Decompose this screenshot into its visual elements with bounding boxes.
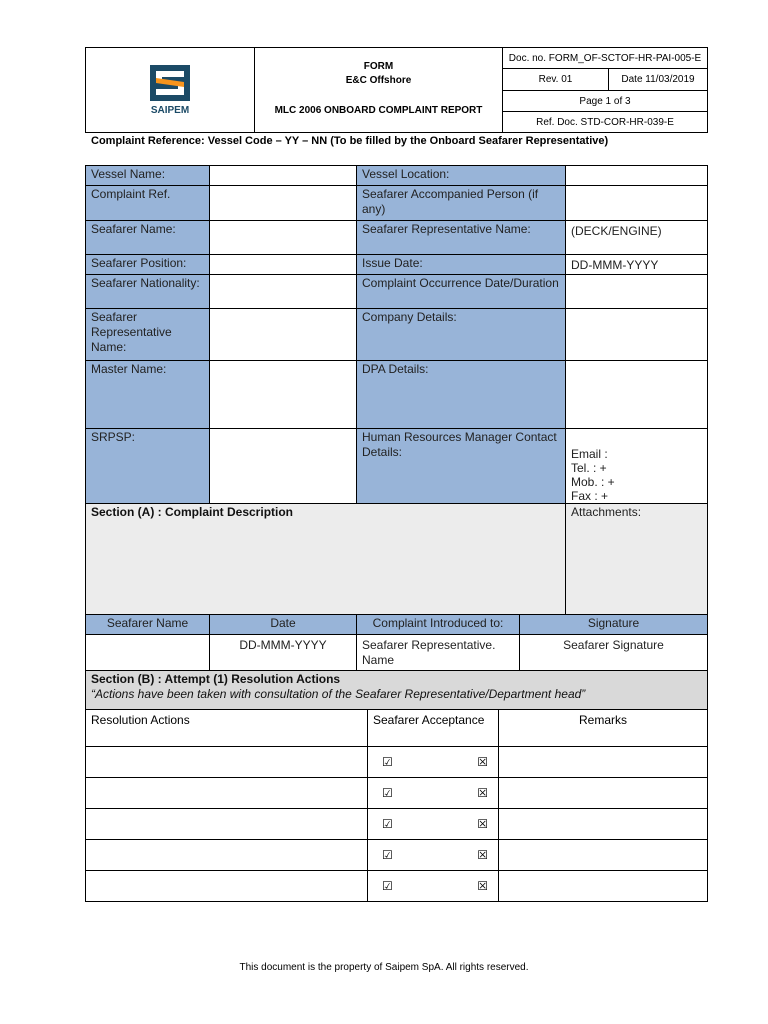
- accept-no-checkbox[interactable]: ☒: [477, 817, 488, 831]
- issue-date-header: Date 11/03/2019: [609, 69, 708, 91]
- vessel-name-label: Vessel Name:: [86, 166, 210, 186]
- complaint-form-table: [85, 165, 708, 671]
- accept-yes-checkbox[interactable]: ☑: [382, 817, 393, 831]
- dpa-details-field[interactable]: [566, 361, 708, 429]
- issue-date-field[interactable]: DD-MMM-YYYY: [566, 255, 708, 275]
- col-seafarer-acceptance: Seafarer Acceptance: [368, 710, 499, 747]
- acceptance-cell: [368, 840, 499, 871]
- seafarer-position-label: Seafarer Position:: [86, 255, 210, 275]
- vessel-location-field[interactable]: [566, 166, 708, 186]
- tel-line: Tel. : +: [571, 461, 607, 475]
- rep-name-field[interactable]: (DECK/ENGINE): [566, 221, 708, 255]
- resolution-action-field[interactable]: [86, 747, 368, 778]
- resolution-row: [86, 871, 708, 902]
- hr-contact-label: Human Resources Manager Contact Details:: [357, 429, 566, 504]
- srpsp-field[interactable]: [210, 429, 357, 504]
- section-b-subtitle: “Actions have been taken with consultation of the Seafarer Representative/Department head”: [91, 687, 586, 701]
- col-seafarer-name: Seafarer Name: [86, 615, 210, 635]
- reference-document: Ref. Doc. STD-COR-HR-039-E: [503, 112, 708, 133]
- introduced-to-field[interactable]: Seafarer Representative. Name: [357, 635, 520, 671]
- hr-contact-field[interactable]: [566, 429, 708, 504]
- signature-field[interactable]: Seafarer Signature: [520, 635, 708, 671]
- section-b-header: [86, 671, 708, 710]
- saipem-logo-icon: [148, 64, 192, 102]
- footer-notice: This document is the property of Saipem SpA. All rights reserved.: [239, 962, 529, 973]
- report-title: MLC 2006 ONBOARD COMPLAINT REPORT: [274, 105, 483, 116]
- master-name-field[interactable]: [210, 361, 357, 429]
- resolution-row: [86, 809, 708, 840]
- remarks-field[interactable]: [499, 809, 708, 840]
- accept-no-checkbox[interactable]: ☒: [477, 879, 488, 893]
- accept-no-checkbox[interactable]: ☒: [477, 786, 488, 800]
- occurrence-field[interactable]: [566, 275, 708, 309]
- col-remarks: Remarks: [499, 710, 708, 747]
- attachments-label: Attachments:: [571, 505, 642, 519]
- seafarer-position-field[interactable]: [210, 255, 357, 275]
- srpsp-label: SRPSP:: [86, 429, 210, 504]
- complaint-ref-field[interactable]: [210, 186, 357, 221]
- date-sign-field[interactable]: DD-MMM-YYYY: [210, 635, 357, 671]
- division-label: E&C Offshore: [345, 75, 412, 86]
- accept-no-checkbox[interactable]: ☒: [477, 848, 488, 862]
- resolution-row: [86, 778, 708, 809]
- accept-yes-checkbox[interactable]: ☑: [382, 786, 393, 800]
- accept-no-checkbox[interactable]: ☒: [477, 755, 488, 769]
- remarks-field[interactable]: [499, 871, 708, 902]
- resolution-row: [86, 747, 708, 778]
- seafarer-name-sign-field[interactable]: [86, 635, 210, 671]
- acceptance-cell: [368, 747, 499, 778]
- company-details-label: Company Details:: [357, 309, 566, 361]
- form-label: FORM: [363, 61, 394, 72]
- vessel-name-field[interactable]: [210, 166, 357, 186]
- acceptance-cell: [368, 809, 499, 840]
- issue-date-label: Issue Date:: [357, 255, 566, 275]
- doc-number: Doc. no. FORM_OF-SCTOF-HR-PAI-005-E: [503, 48, 708, 69]
- acceptance-cell: [368, 871, 499, 902]
- section-b-table: [85, 670, 708, 902]
- mob-line: Mob. : +: [571, 475, 615, 489]
- nationality-field[interactable]: [210, 275, 357, 309]
- seafarer-name-label: Seafarer Name:: [86, 221, 210, 255]
- accept-yes-checkbox[interactable]: ☑: [382, 879, 393, 893]
- attachments-area[interactable]: [566, 504, 708, 615]
- seafarer-name-field[interactable]: [210, 221, 357, 255]
- fax-line: Fax : +: [571, 489, 609, 503]
- complaint-description-area[interactable]: [86, 504, 566, 615]
- email-line: Email :: [571, 447, 608, 461]
- accept-yes-checkbox[interactable]: ☑: [382, 755, 393, 769]
- resolution-action-field[interactable]: [86, 840, 368, 871]
- complaint-ref-label: Complaint Ref.: [86, 186, 210, 221]
- resolution-action-field[interactable]: [86, 871, 368, 902]
- section-a-title: Section (A) : Complaint Description: [91, 505, 294, 519]
- col-introduced-to: Complaint Introduced to:: [357, 615, 520, 635]
- accompanied-person-label: Seafarer Accompanied Person (if any): [357, 186, 566, 221]
- title-cell: [255, 48, 503, 133]
- col-resolution-actions: Resolution Actions: [86, 710, 368, 747]
- resolution-row: [86, 840, 708, 871]
- remarks-field[interactable]: [499, 840, 708, 871]
- complaint-reference-line: Complaint Reference: Vessel Code – YY – NN (To be filled by the Onboard Seafarer Representative): [91, 135, 609, 147]
- remarks-field[interactable]: [499, 778, 708, 809]
- remarks-field[interactable]: [499, 747, 708, 778]
- rep-name-label: Seafarer Representative Name:: [357, 221, 566, 255]
- rep-name-left-field[interactable]: [210, 309, 357, 361]
- accompanied-person-field[interactable]: [566, 186, 708, 221]
- accept-yes-checkbox[interactable]: ☑: [382, 848, 393, 862]
- document-header: [85, 47, 708, 133]
- resolution-action-field[interactable]: [86, 778, 368, 809]
- section-b-title: Section (B) : Attempt (1) Resolution Actions: [91, 672, 341, 686]
- col-signature: Signature: [520, 615, 708, 635]
- resolution-action-field[interactable]: [86, 809, 368, 840]
- vessel-location-label: Vessel Location:: [357, 166, 566, 186]
- company-name: SAIPEM: [150, 105, 190, 116]
- revision: Rev. 01: [503, 69, 609, 91]
- dpa-details-label: DPA Details:: [357, 361, 566, 429]
- page-number: Page 1 of 3: [503, 91, 708, 112]
- col-date: Date: [210, 615, 357, 635]
- nationality-label: Seafarer Nationality:: [86, 275, 210, 309]
- acceptance-cell: [368, 778, 499, 809]
- occurrence-label: Complaint Occurrence Date/Duration: [357, 275, 566, 309]
- logo-cell: [86, 48, 255, 133]
- saipem-logo: [148, 64, 192, 116]
- company-details-field[interactable]: [566, 309, 708, 361]
- master-name-label: Master Name:: [86, 361, 210, 429]
- rep-name-left-label: Seafarer Representative Name:: [86, 309, 210, 361]
